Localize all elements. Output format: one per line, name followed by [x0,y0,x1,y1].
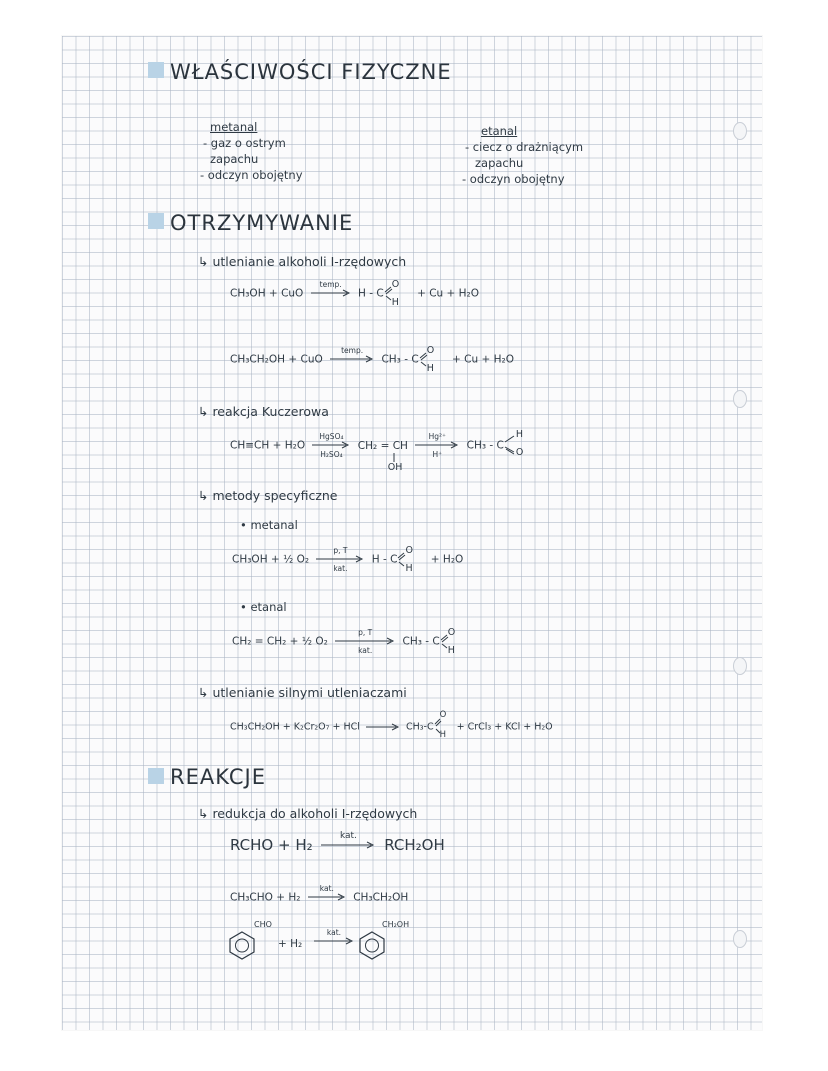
eq5-product-prefix: CH₃ - C [402,635,440,648]
eq1-condition: temp. [319,280,342,289]
metanal-title: metanal [210,120,258,134]
eq5-arrow [335,628,395,655]
aldehyde-oxygen: O [391,278,400,290]
aldehyde-oxygen: O [439,710,447,720]
eq9-substituent-right: CH₂OH [382,920,410,929]
eq5-conditions: p, T [358,628,373,637]
eq8-catalyst: kat. [319,884,334,893]
heading-marker [148,62,164,78]
eq1-product-prefix: H - C [358,287,384,300]
eq3-reactants: CH≡CH + H₂O [230,439,306,452]
equation-methanol-catalytic [232,546,463,573]
equation-benzaldehyde-reduction [226,920,456,964]
eq9-arrow [314,928,354,946]
eq1-products-rest: + Cu + H₂O [417,287,480,300]
aldehyde-group [419,344,449,374]
eq3-arrow-1 [312,432,350,459]
heading-marker [148,768,164,784]
enol-hydroxyl: OH [387,461,403,473]
equation-methanol-oxidation [230,280,479,307]
eq7-reactants: RCHO + H₂ [230,836,313,854]
punch-hole [733,122,747,140]
equation-ethanol-oxidation [230,346,514,373]
bullet-etanal: • etanal [240,600,287,614]
equation-ethene-oxidation [232,628,470,655]
eq9-catalyst: kat. [326,928,342,937]
equation-aldehyde-reduction-general [230,832,445,859]
eq6-reactants: CH₃CH₂OH + K₂Cr₂O₇ + HCl [230,721,360,733]
aldehyde-oxygen: O [405,544,413,556]
section-strong-oxidizers: ↳ utlenianie silnymi utleniaczami [198,685,407,700]
eq3-catalyst2-bottom: H⁺ [432,450,443,459]
aldehyde-oxygen: O [426,344,435,356]
etanal-title: etanal [481,124,518,138]
heading-marker [148,213,164,229]
heading-physical-properties: WŁAŚCIWOŚCI FIZYCZNE [170,60,452,84]
eq4-arrow [316,546,364,573]
eq3-catalyst-top: HgSO₄ [319,432,344,441]
benzene-ring-icon [358,930,386,960]
enol-intermediate [357,439,408,473]
aldehyde-group [434,710,454,740]
etanal-property-1: - ciecz o drażniącym [465,140,584,154]
metanal-property-1b: zapachu [210,152,259,166]
eq7-product: RCH₂OH [384,836,445,854]
metanal-property-2: - odczyn obojętny [200,168,303,182]
eq4-reactants: CH₃OH + ½ O₂ [232,553,310,566]
eq7-arrow [321,832,375,859]
eq2-reactants: CH₃CH₂OH + CuO [230,353,323,366]
heading-reactions: REAKCJE [170,765,266,789]
benzene-ring-icon [228,930,256,960]
punch-hole [733,930,747,948]
eq3-catalyst2-top: Hg²⁺ [428,432,446,441]
bullet-metanal: • metanal [240,518,298,532]
aldehyde-hydrogen: H [447,644,455,656]
eq1-reactants: CH₃OH + CuO [230,287,304,300]
eq9-plus-hydrogen: + H₂ [278,938,303,950]
eq8-reactants: CH₃CHO + H₂ [230,891,301,904]
punch-hole [733,657,747,675]
eq3-arrow-2 [415,432,459,459]
section-kucherov-reaction: ↳ reakcja Kuczerowa [198,404,329,419]
aldehyde-hydrogen: H [439,730,447,740]
eq2-arrow [330,346,374,373]
equation-acetaldehyde-reduction [230,884,408,911]
aldehyde-group [504,428,534,459]
eq6-product-prefix: CH₃-C [405,721,434,733]
eq3-product-prefix: CH₃ - C [466,439,504,452]
eq4-catalyst: kat. [333,564,348,573]
grid-paper-sheet [62,36,762,1030]
heading-obtaining: OTRZYMYWANIE [170,211,354,235]
aldehyde-hydrogen: H [515,428,524,440]
aldehyde-hydrogen: H [391,296,399,308]
etanal-property-1b: zapachu [475,156,524,170]
eq6-products-rest: + CrCl₃ + KCl + H₂O [456,721,553,733]
section-oxidation-primary-alcohols: ↳ utlenianie alkoholi I-rzędowych [198,254,407,269]
eq2-products-rest: + Cu + H₂O [452,353,514,366]
enol-formula: CH₂ = CH [357,439,408,452]
eq2-condition: temp. [341,346,364,355]
eq6-arrow [366,723,400,732]
aldehyde-hydrogen: H [426,362,434,374]
eq8-arrow [308,884,346,911]
section-specific-methods: ↳ metody specyficzne [198,488,338,503]
eq4-conditions: p, T [333,546,348,555]
aldehyde-group [440,626,470,656]
metanal-property-1: - gaz o ostrym [203,136,286,150]
eq9-substituent-left: CHO [254,920,272,929]
eq4-product-prefix: H - C [371,553,398,566]
eq1-arrow [311,280,351,307]
section-reduction-to-alcohols: ↳ redukcja do alkoholi I-rzędowych [198,806,418,821]
aldehyde-hydrogen: H [405,562,413,574]
eq3-catalyst-bottom: H₂SO₄ [320,450,343,459]
punch-hole [733,390,747,408]
eq7-catalyst: kat. [339,831,357,841]
eq5-catalyst: kat. [358,646,373,655]
aldehyde-group [384,278,414,308]
eq4-products-rest: + H₂O [430,553,464,566]
aldehyde-group [397,544,427,574]
eq2-product-prefix: CH₃ - C [381,353,419,366]
equation-dichromate-oxidation [230,710,553,740]
eq8-product: CH₃CH₂OH [353,891,409,904]
aldehyde-oxygen: O [515,446,524,458]
etanal-property-2: - odczyn obojętny [462,172,565,186]
aldehyde-oxygen: O [447,626,456,638]
eq5-reactants: CH₂ = CH₂ + ½ O₂ [232,635,328,648]
equation-kucherov [230,428,534,473]
